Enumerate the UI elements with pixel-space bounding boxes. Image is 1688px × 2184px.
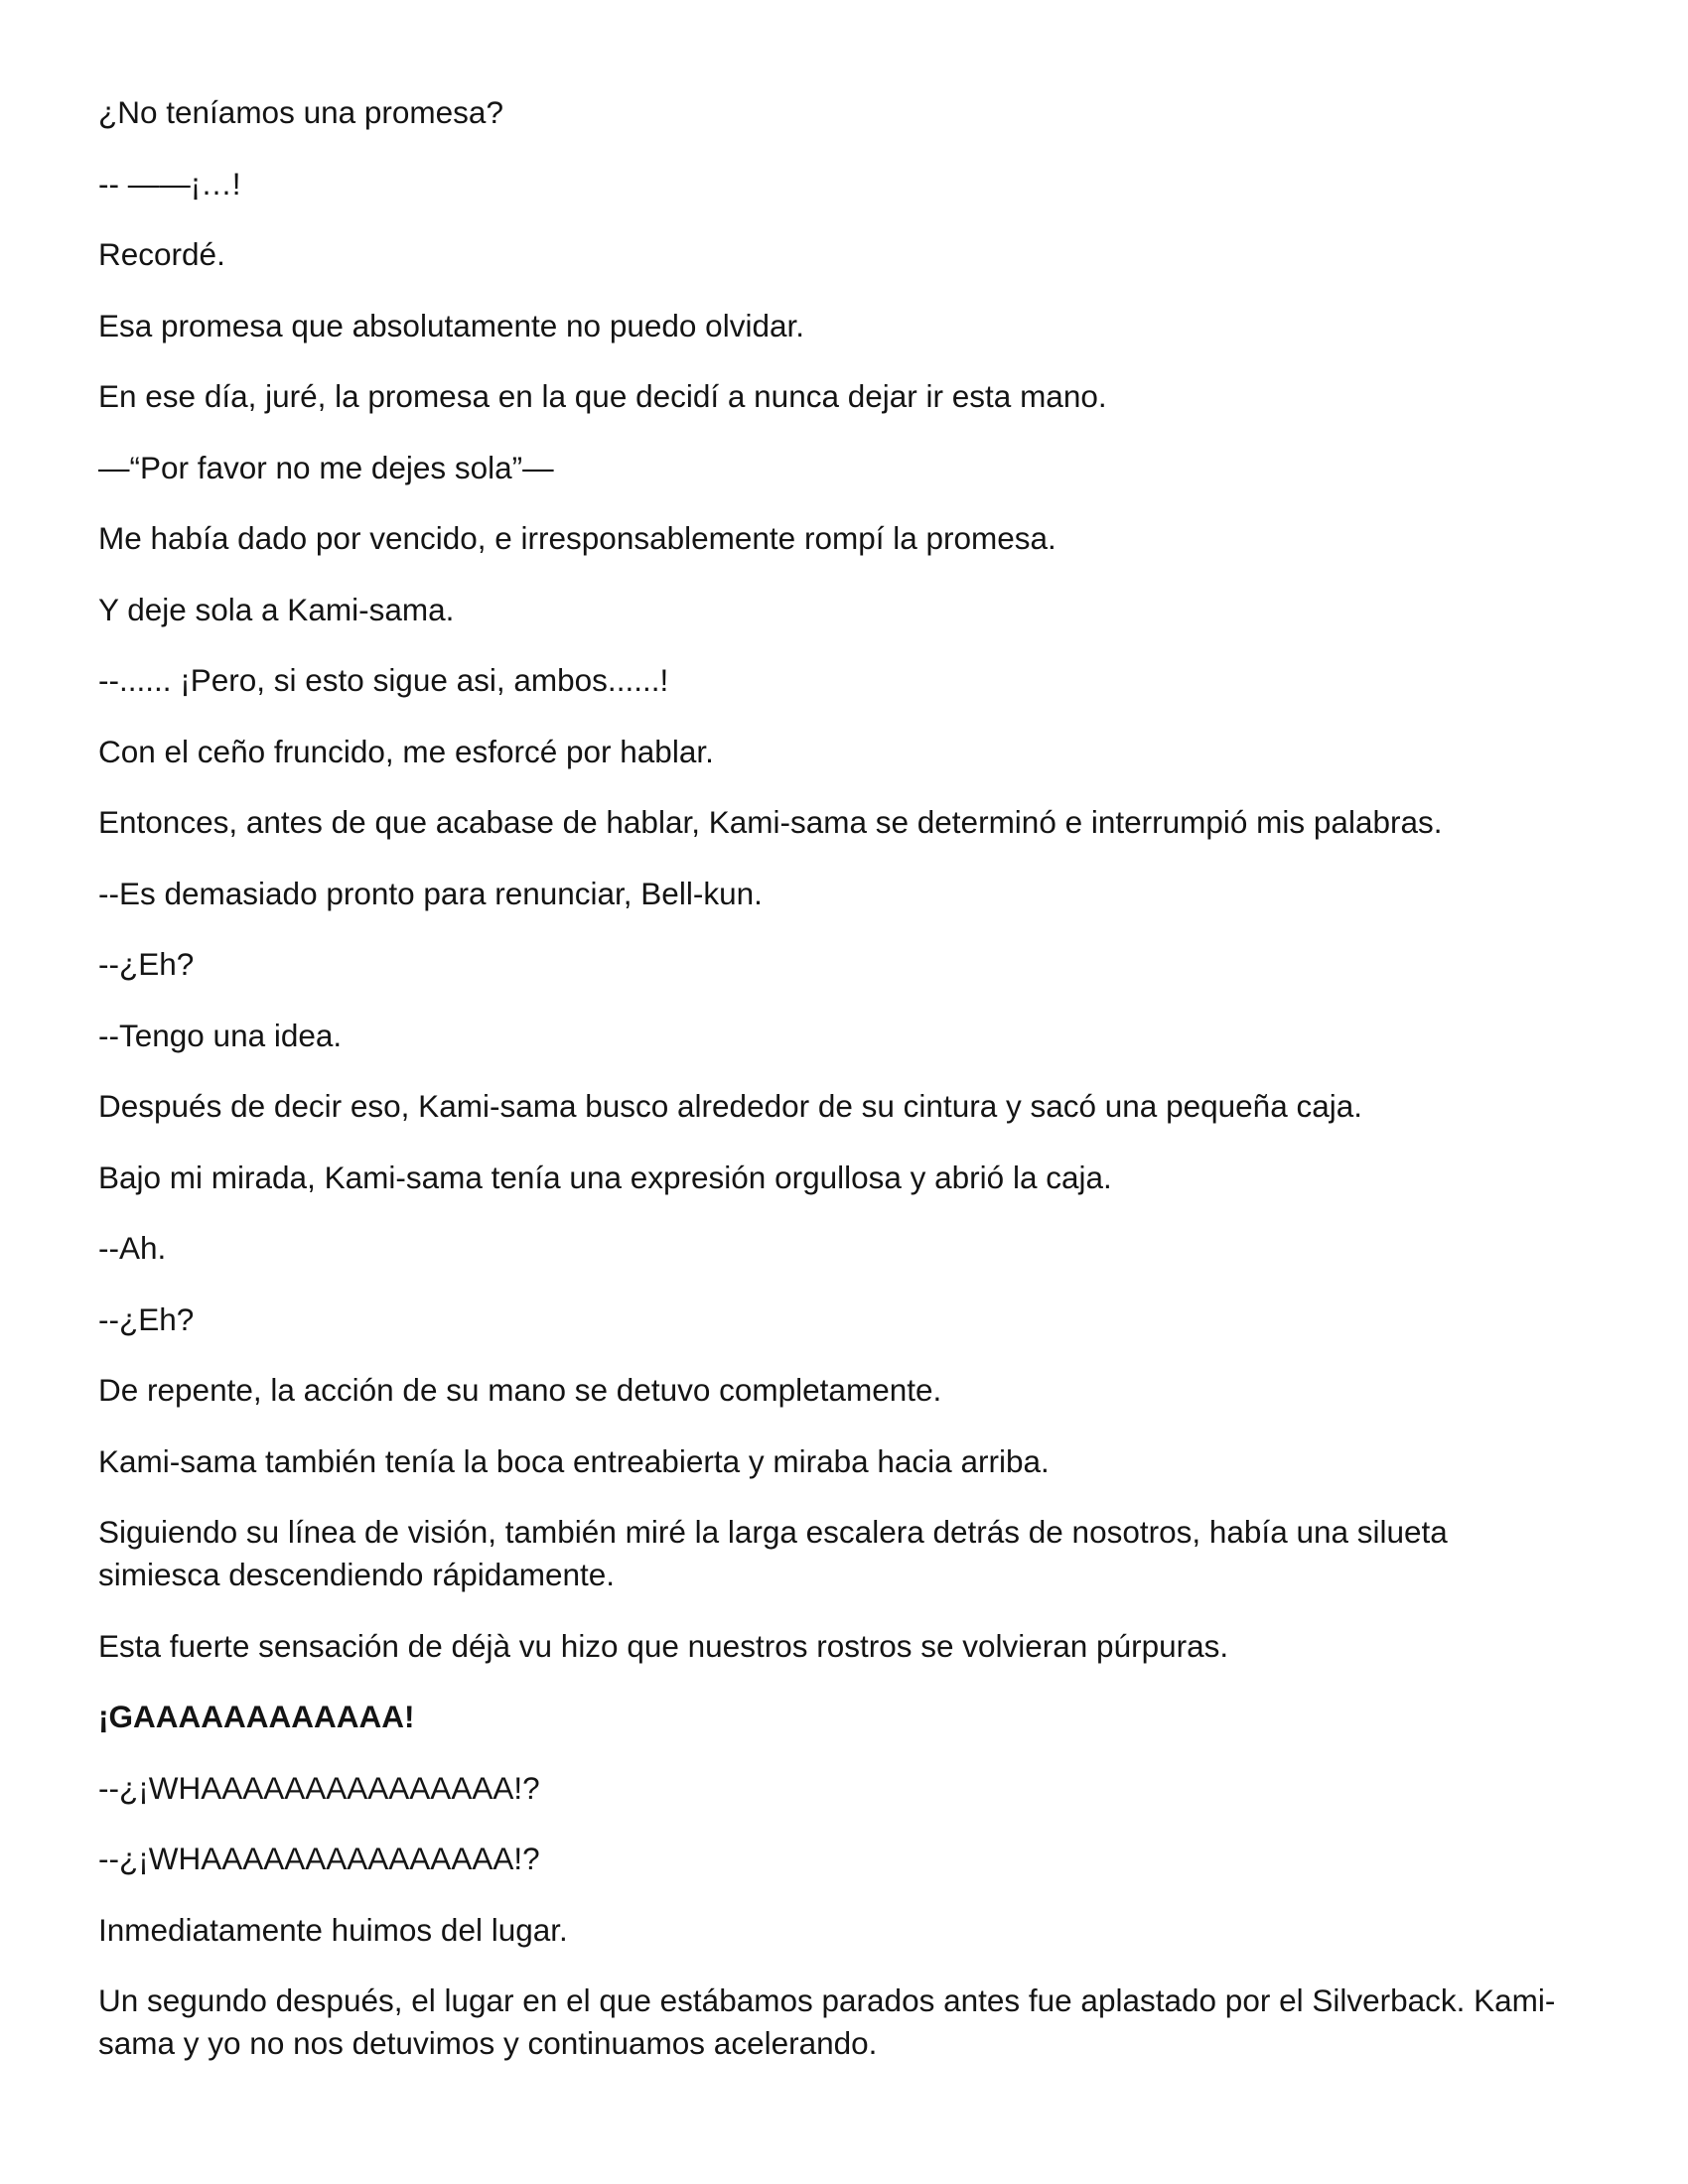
paragraph: Kami-sama también tenía la boca entreabierta y miraba hacia arriba. [98,1442,1050,1479]
paragraph: --¿Eh? [98,1300,195,1337]
paragraph: --...... ¡Pero, si esto sigue asi, ambos......! [98,662,669,698]
paragraph: En ese día, juré, la promesa en la que decidí a nunca dejar ir esta mano. [98,378,1107,414]
paragraph: --Es demasiado pronto para renunciar, Bell-kun. [98,875,763,911]
paragraph: --¿¡WHAAAAAAAAAAAAAAA!? [98,1769,540,1806]
paragraph: --¿¡WHAAAAAAAAAAAAAAA!? [98,1841,540,1876]
paragraph: Esta fuerte sensación de déjà vu hizo que nuestros rostros se volvieran púrpuras. [98,1627,1229,1664]
paragraph: --Tengo una idea. [98,1017,343,1053]
paragraph: Entonces, antes de que acabase de hablar, Kami-sama se determinó e interrumpió mis palabras. [98,804,1443,840]
document-page [98,91,1558,2094]
paragraph: Inmediatamente huimos del lugar. [98,1911,568,1948]
paragraph: —“Por favor no me dejes sola”— [98,449,554,485]
paragraph: Esa promesa que absolutamente no puedo olvidar. [98,307,804,343]
paragraph: Con el ceño fruncido, me esforcé por hablar. [98,733,714,769]
paragraph: Bajo mi mirada, Kami-sama tenía una expresión orgullosa y abrió la caja. [98,1159,1112,1195]
paragraph: Recordé. [98,236,225,272]
paragraph: Y deje sola a Kami-sama. [98,591,455,627]
paragraph: De repente, la acción de su mano se detuvo completamente. [98,1372,942,1408]
paragraph: Me había dado por vencido, e irresponsablemente rompí la promesa. [98,520,1056,556]
paragraph: --¿Eh? [98,946,195,982]
shout-paragraph: ¡GAAAAAAAAAAAA! [98,1699,415,1734]
paragraph: Después de decir eso, Kami-sama busco alrededor de su cintura y sacó una pequeña caja. [98,1088,1362,1124]
paragraph: Siguiendo su línea de visión, también miré la larga escalera detrás de nosotros, había una silueta simiesca descendiendo rápidamente. [98,1514,1457,1592]
paragraph: ¿No teníamos una promesa? [98,94,503,130]
paragraph: --Ah. [98,1230,167,1266]
paragraph: -- ——¡…! [98,165,241,202]
paragraph: Un segundo después, el lugar en el que estábamos parados antes fue aplastado por el Silverback. Kami-sama y yo no nos detuvimos y continuamos acelerando. [98,1982,1556,2061]
